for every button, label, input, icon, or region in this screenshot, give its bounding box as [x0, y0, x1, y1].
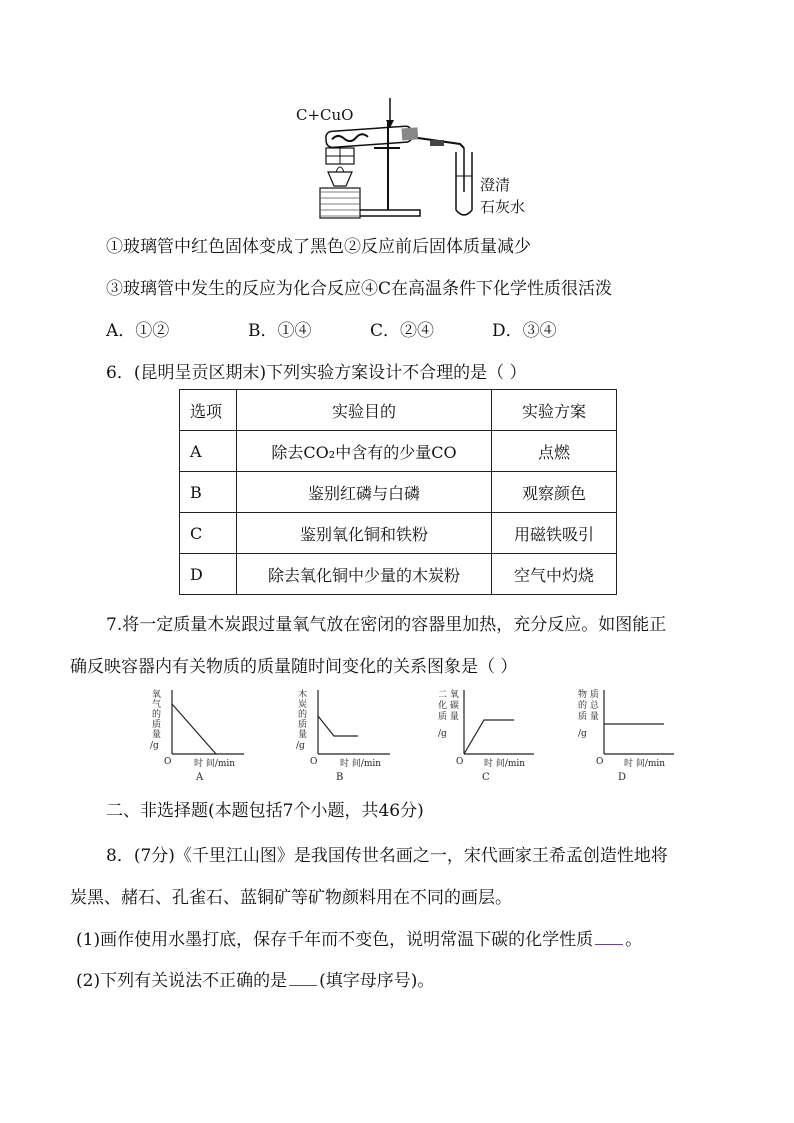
graph-b-letter: B [336, 772, 344, 783]
q5-statement-1: ①玻璃管中红色固体变成了黑色②反应前后固体质量减少 [106, 237, 531, 257]
q5-option-d[interactable]: D．③④ [492, 321, 557, 341]
q7-stem-line-1: 7.将一定质量木炭跟过量氧气放在密闭的容器里加热，充分反应。如图能正 [106, 615, 667, 635]
graph-a-origin: O [164, 757, 172, 767]
table-cell: 除去CO₂中含有的少量CO [237, 431, 492, 472]
table-cell: 空气中灼烧 [492, 554, 617, 595]
table-cell: 鉴别氧化铜和铁粉 [237, 513, 492, 554]
graph-c-ylabel: 质 量 [438, 712, 459, 722]
graph-d-xlabel: 时 间/min [624, 759, 666, 769]
graph-b-ylabel: 量 [298, 730, 308, 740]
table-cell: 点燃 [492, 431, 617, 472]
tube-label-1: 澄清 [480, 176, 511, 194]
graph-d-ylabel: 的 总 [578, 701, 599, 711]
reactant-label: C+CuO [296, 106, 354, 124]
graph-d-letter: D [618, 772, 627, 783]
q8-sub-1-text: (1)画作使用水墨打底，保存千年而不变色，说明常温下碳的化学性质 [76, 930, 594, 950]
table-cell: 除去氧化铜中少量的木炭粉 [237, 554, 492, 595]
graph-b-ylabel: 质 [298, 720, 308, 730]
q5-option-b[interactable]: B．①④ [248, 321, 312, 341]
graph-a[interactable] [150, 686, 250, 782]
graph-d-ylabel: 质 量 [578, 712, 599, 722]
table-row [180, 472, 617, 513]
graph-a-ylabel: 氧 [152, 690, 162, 700]
table-cell: A [180, 431, 237, 472]
graph-c-ylabel: /g [438, 729, 447, 739]
graph-d-ylabel: 物 质 [578, 690, 599, 700]
table-header-row [180, 390, 617, 431]
graph-c-letter: C [482, 772, 490, 783]
graph-d-ylabel: /g [578, 729, 587, 739]
q5-options [106, 316, 626, 340]
graph-b-xlabel: 时 间/min [340, 759, 382, 769]
q6-table [179, 389, 617, 595]
q8-sub-1-end: 。 [625, 930, 643, 950]
graph-c[interactable] [438, 686, 538, 782]
tube-label-2: 石灰水 [480, 198, 526, 216]
graph-a-ylabel: /g [150, 741, 159, 751]
table-cell: D [180, 554, 237, 595]
table-row [180, 554, 617, 595]
graph-d-origin: O [596, 757, 604, 767]
q8-sub-2 [76, 966, 434, 991]
q5-option-c[interactable]: C．②④ [370, 321, 435, 341]
table-cell: 用磁铁吸引 [492, 513, 617, 554]
table-cell: 观察颜色 [492, 472, 617, 513]
graph-a-ylabel: 的 [152, 710, 162, 720]
graph-d[interactable] [578, 686, 678, 782]
q8-sub-1 [76, 925, 642, 950]
graph-a-letter: A [196, 772, 204, 783]
q8-line-2: 炭黑、赭石、孔雀石、蓝铜矿等矿物颜料用在不同的画层。 [70, 888, 512, 908]
q5-option-a[interactable]: A．①② [106, 321, 170, 341]
q8-sub-2-text: (2)下列有关说法不正确的是 [76, 971, 288, 991]
graph-a-xlabel: 时 间/min [194, 759, 236, 769]
graph-b-ylabel: /g [296, 741, 305, 751]
graph-c-ylabel: 二 氧 [438, 690, 459, 700]
q8-sub-2-end: (填字母序号)。 [319, 971, 435, 991]
graph-c-ylabel: 化 碳 [438, 701, 459, 711]
graph-b-ylabel: 的 [298, 710, 308, 720]
q6-stem: 6．(昆明呈贡区期末)下列实验方案设计不合理的是（ ） [106, 363, 527, 383]
table-cell: B [180, 472, 237, 513]
graph-c-origin: O [456, 757, 464, 767]
table-header-purpose: 实验目的 [237, 390, 492, 431]
q7-stem-line-2: 确反映容器内有关物质的质量随时间变化的关系图象是（ ） [70, 657, 518, 677]
q8-line-1: 8．(7分)《千里江山图》是我国传世名画之一，宋代画家王希孟创造性地将 [106, 846, 668, 866]
graph-c-xlabel: 时 间/min [484, 759, 526, 769]
graph-a-ylabel: 气 [152, 700, 162, 710]
table-cell: 鉴别红磷与白磷 [237, 472, 492, 513]
table-header-option: 选项 [180, 390, 237, 431]
table-row [180, 513, 617, 554]
table-header-method: 实验方案 [492, 390, 617, 431]
table-cell: C [180, 513, 237, 554]
answer-blank[interactable] [289, 971, 317, 986]
graph-b-ylabel: 木 [298, 690, 308, 700]
table-row [180, 431, 617, 472]
graph-a-ylabel: 量 [152, 730, 162, 740]
graph-a-ylabel: 质 [152, 720, 162, 730]
graph-b[interactable] [296, 686, 396, 782]
graph-b-ylabel: 炭 [298, 700, 308, 710]
section-heading: 二、非选择题(本题包括7个小题，共46分) [106, 801, 424, 821]
graph-b-origin: O [310, 757, 318, 767]
answer-blank[interactable] [595, 930, 623, 945]
apparatus-figure [290, 92, 550, 224]
q5-statement-2: ③玻璃管中发生的反应为化合反应④C在高温条件下化学性质很活泼 [106, 279, 613, 299]
